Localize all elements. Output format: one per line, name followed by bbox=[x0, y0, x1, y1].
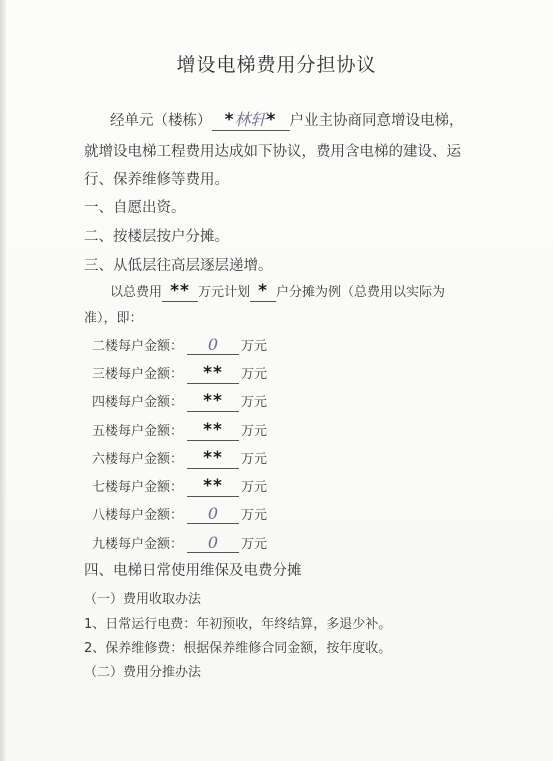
example-mid-2: 户分摊为例（总费用以实际为 bbox=[276, 285, 446, 300]
floor-label: 九楼每户金额： bbox=[92, 537, 184, 552]
intro-line-2: 就增设电梯工程费用达成如下协议，费用含电梯的建设、运 bbox=[84, 144, 461, 160]
floor-unit: 万元 bbox=[241, 339, 268, 354]
floor-unit: 万元 bbox=[241, 367, 268, 382]
floor-unit: 万元 bbox=[241, 508, 268, 523]
floor-unit: 万元 bbox=[241, 480, 268, 495]
document-title: 增设电梯费用分担协议 bbox=[176, 54, 377, 76]
floor-amount-blank bbox=[187, 335, 239, 355]
unit-mark-right: * bbox=[266, 110, 277, 130]
households-blank bbox=[250, 281, 276, 302]
total-blank bbox=[162, 281, 198, 302]
floor-label: 四楼每户金额： bbox=[92, 395, 184, 410]
floor-amount-value: ** bbox=[203, 391, 223, 411]
unit-mark-left: * bbox=[224, 110, 235, 130]
item-1: 一、自愿出资。 bbox=[84, 200, 186, 216]
floor-label: 五楼每户金额： bbox=[92, 424, 184, 439]
floor-label: 七楼每户金额： bbox=[92, 480, 184, 495]
floor-unit: 万元 bbox=[241, 424, 268, 439]
intro-suffix: 户业主协商同意增设电梯， bbox=[289, 113, 464, 129]
item-3: 三、从低层往高层逐层递增。 bbox=[84, 258, 273, 274]
handwritten-unit: 林轩 bbox=[234, 110, 267, 129]
unit-blank bbox=[212, 107, 290, 131]
floor-row-8 bbox=[92, 504, 267, 524]
section-4-heading: 四、电梯日常使用维保及电费分摊 bbox=[84, 563, 302, 579]
intro-prefix: 经单元（楼栋） bbox=[110, 113, 212, 129]
section-4-rule-2: 2、保养维修费：根据保养维修合同金额，按年度收。 bbox=[84, 641, 392, 656]
example-mid-1: 万元计划 bbox=[198, 285, 251, 300]
floor-row-9 bbox=[92, 533, 267, 553]
floor-label: 八楼每户金额： bbox=[92, 508, 184, 523]
floor-amount-blank bbox=[187, 504, 239, 524]
floor-unit: 万元 bbox=[241, 395, 268, 410]
scan-edge bbox=[0, 0, 6, 761]
floor-row-3 bbox=[92, 363, 267, 384]
floor-row-7 bbox=[92, 476, 267, 497]
section-4-sub-2: （二）费用分推办法 bbox=[84, 665, 202, 680]
total-value: ** bbox=[170, 281, 190, 301]
section-4-rule-1: 1、日常运行电费：年初预收，年终结算，多退少补。 bbox=[84, 617, 392, 632]
example-line-1 bbox=[110, 281, 445, 302]
floor-amount-value: 0 bbox=[207, 504, 219, 523]
floor-amount-value: 0 bbox=[207, 533, 219, 552]
floor-label: 三楼每户金额： bbox=[92, 367, 184, 382]
floor-amount-blank bbox=[187, 363, 239, 384]
floor-row-5 bbox=[92, 420, 267, 441]
item-2: 二、按楼层按户分摊。 bbox=[84, 229, 229, 245]
floor-amount-value: ** bbox=[203, 448, 223, 468]
example-prefix: 以总费用 bbox=[110, 285, 163, 300]
section-4-sub-1: （一）费用收取办法 bbox=[84, 592, 202, 607]
floor-unit: 万元 bbox=[241, 537, 268, 552]
floor-amount-value: ** bbox=[203, 420, 223, 440]
floor-unit: 万元 bbox=[241, 452, 268, 467]
intro-line-3: 行、保养维修等费用。 bbox=[84, 172, 229, 188]
floor-amount-value: ** bbox=[203, 476, 223, 496]
floor-row-4 bbox=[92, 391, 267, 412]
floor-amount-value: ** bbox=[203, 363, 223, 383]
floor-amount-blank bbox=[187, 476, 239, 497]
households-value: * bbox=[258, 281, 268, 301]
floor-label: 二楼每户金额： bbox=[92, 339, 184, 354]
floor-amount-blank bbox=[187, 533, 239, 553]
floor-amount-value: 0 bbox=[207, 335, 219, 354]
floor-label: 六楼每户金额： bbox=[92, 452, 184, 467]
floor-row-6 bbox=[92, 448, 267, 469]
floor-row-2 bbox=[92, 335, 267, 355]
intro-line-1 bbox=[110, 107, 464, 131]
floor-amount-blank bbox=[187, 391, 239, 412]
floor-amount-blank bbox=[187, 420, 239, 441]
example-line-2: 准），即： bbox=[84, 311, 143, 326]
floor-amount-blank bbox=[187, 448, 239, 469]
